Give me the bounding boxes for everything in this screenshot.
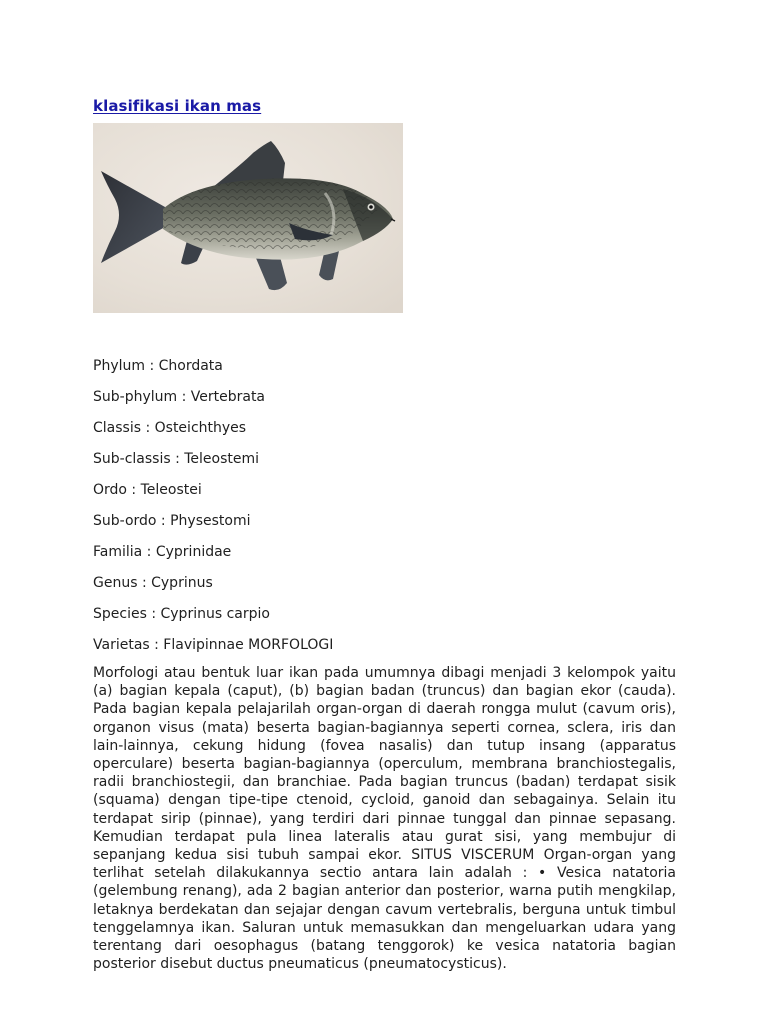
taxonomy-varietas: Varietas : Flavipinnae MORFOLOGI (93, 637, 334, 653)
taxonomy-genus: Genus : Cyprinus (93, 575, 213, 591)
document-page (93, 96, 677, 987)
taxonomy-phylum: Phylum : Chordata (93, 358, 223, 374)
taxonomy-species: Species : Cyprinus carpio (93, 606, 270, 622)
taxonomy-sub-classis: Sub-classis : Teleostemi (93, 451, 260, 467)
title-link[interactable]: klasifikasi ikan mas (93, 97, 262, 115)
taxonomy-classis: Classis : Osteichthyes (93, 420, 247, 436)
fish-illustration-icon (93, 123, 403, 313)
taxonomy-sub-ordo: Sub-ordo : Physestomi (93, 513, 251, 529)
taxonomy-sub-phylum: Sub-phylum : Vertebrata (93, 389, 266, 405)
taxonomy-ordo: Ordo : Teleostei (93, 482, 202, 498)
fish-photo (93, 123, 403, 313)
taxonomy-familia: Familia : Cyprinidae (93, 544, 232, 560)
taxonomy-list (93, 357, 677, 654)
morphology-paragraph: Morfologi atau bentuk luar ikan pada umumnya dibagi menjadi 3 kelompok yaitu (a) bagian kepala (caput), (b) bagian badan (truncus) dan bagian ekor (cauda). Pada bagian kepala pelajarilah organ-organ di daerah rongga mulut (cavum oris), organon visus (mata) beserta bagian-bagiannya seperti cornea, sclera, iris dan lain-lainnya, cekung hidung (fovea nasalis) dan tutup insang (apparatus operculare) beserta bagian-bagiannya (operculum, membrana branchiostegalis, radii branchiostegii, dan branchiae. Pada bagian truncus (badan) terdapat sisik (squama) dengan tipe-tipe ctenoid, cycloid, ganoid dan sebagainya. Selain itu terdapat sirip (pinnae), yang terdiri dari pinnae tunggal dan pinnae sepasang. Kemudian terdapat pula linea lateralis atau gurat sisi, yang membujur di sepanjang kedua sisi tubuh sampai ekor. SITUS VISCERUM Organ-organ yang terlihat setelah dilakukannya sectio antara lain adalah : • Vesica natatoria (gelembung renang), ada 2 bagian anterior dan posterior, warna putih mengkilap, letaknya berdekatan dan sejajar dengan cavum vertebralis, berguna untuk timbul tenggelamnya ikan. Saluran untuk memasukkan dan mengeluarkan udara yang terentang dari oesophagus (batang tenggorok) ke vesica natatoria bagian posterior disebut ductus pneumaticus (pneumatocysticus). (93, 665, 676, 973)
